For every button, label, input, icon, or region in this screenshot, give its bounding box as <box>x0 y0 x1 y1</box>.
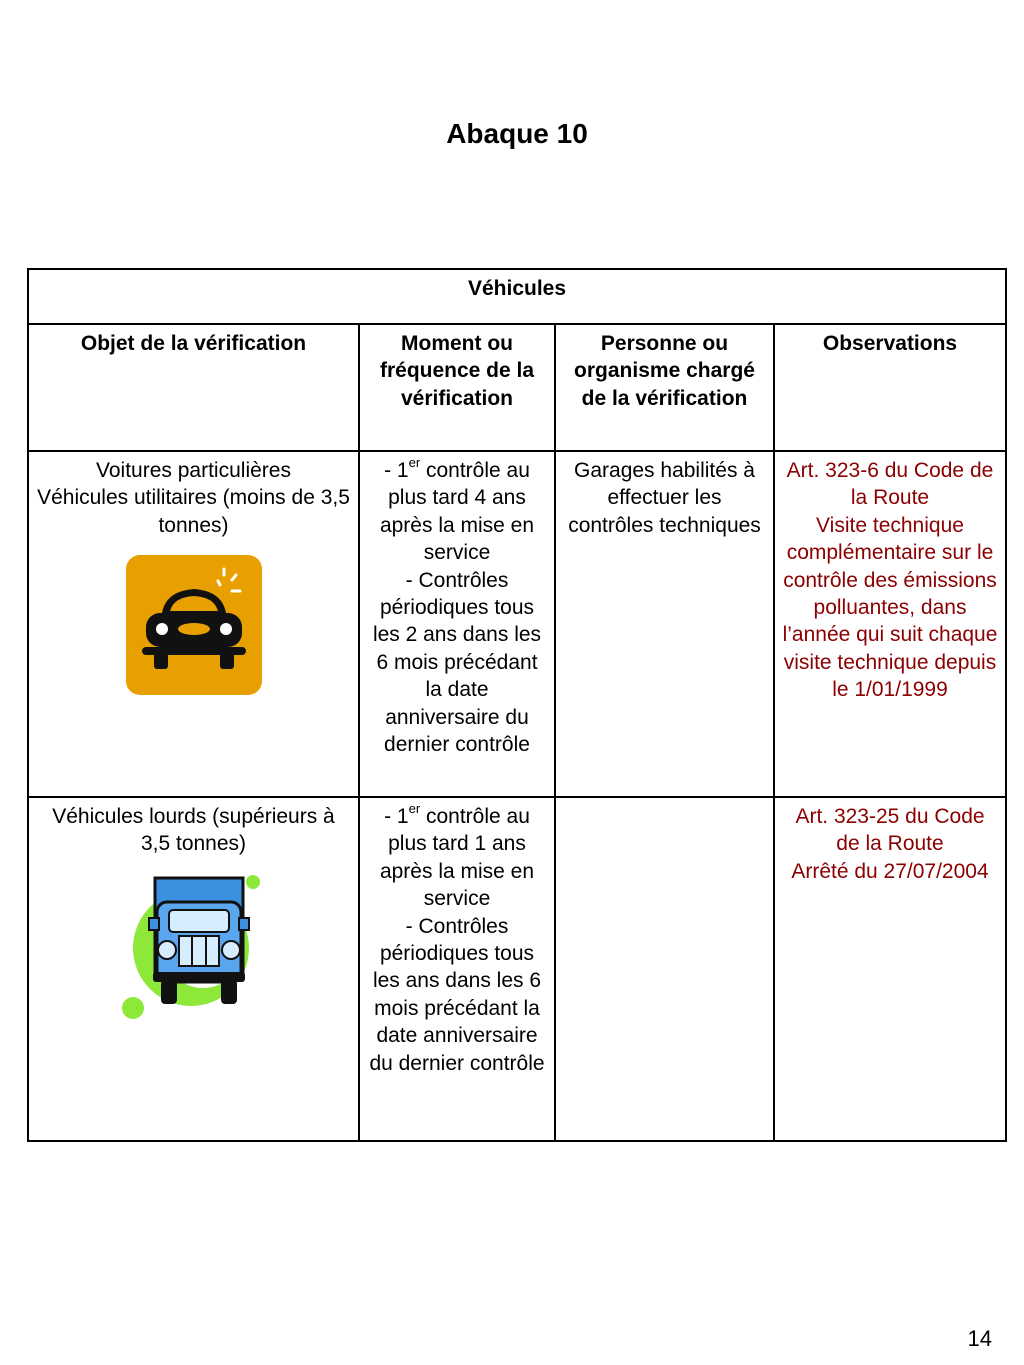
object-line: Véhicules utilitaires (moins de 3,5 tonnes) <box>37 486 350 537</box>
column-header-responsible: Personne ou organisme chargé de la vérification <box>555 324 774 451</box>
timing-periodic: - Contrôles périodiques tous les ans dans les 6 mois précédant la date anniversaire du dernier contrôle <box>369 914 545 1075</box>
observation-line: Arrêté du 27/07/2004 <box>791 859 989 883</box>
cell-observations <box>774 797 1006 1141</box>
observation-line: Art. 323-6 du Code de la Route <box>786 459 994 510</box>
observation-line: Visite technique complémentaire sur le contrôle des émissions polluantes, dans l’année qui suit chaque visite technique depuis le 1/01/1999 <box>782 513 998 702</box>
ordinal-suffix: er <box>408 801 421 816</box>
cell-object <box>28 451 359 797</box>
table-caption: Véhicules <box>28 269 1006 324</box>
observation-line: Art. 323-25 du Code de la Route <box>795 805 985 856</box>
object-line: Véhicules lourds (supérieurs à 3,5 tonnes) <box>52 805 335 856</box>
cell-responsible: Garages habilités à effectuer les contrôles techniques <box>555 451 774 797</box>
cell-timing <box>359 451 555 797</box>
timing-first-text: contrôle au plus tard 4 ans après la mise en service <box>379 459 535 565</box>
cell-timing <box>359 797 555 1141</box>
vehicle-inspection-table <box>27 268 1007 1142</box>
page-title: Abaque 10 <box>446 118 588 149</box>
cell-object <box>28 797 359 1141</box>
object-line: Voitures particulières <box>96 459 291 482</box>
table-row <box>28 451 1006 797</box>
timing-prefix: - 1 <box>384 805 409 828</box>
cell-responsible <box>555 797 774 1141</box>
truck-icon <box>119 872 269 1022</box>
timing-first-check <box>366 803 548 913</box>
car-icon <box>126 555 262 695</box>
page-number: 14 <box>967 1326 992 1351</box>
table-row <box>28 797 1006 1141</box>
timing-prefix: - 1 <box>384 459 409 482</box>
cell-observations <box>774 451 1006 797</box>
column-header-observations: Observations <box>774 324 1006 451</box>
timing-periodic: - Contrôles périodiques tous les 2 ans dans les 6 mois précédant la date anniversaire du dernier contrôle <box>372 568 542 757</box>
column-header-timing: Moment ou fréquence de la vérification <box>359 324 555 451</box>
timing-first-check <box>366 457 548 567</box>
column-header-object: Objet de la vérification <box>28 324 359 451</box>
ordinal-suffix: er <box>408 455 421 470</box>
timing-first-text: contrôle au plus tard 1 ans après la mise en service <box>379 805 535 911</box>
